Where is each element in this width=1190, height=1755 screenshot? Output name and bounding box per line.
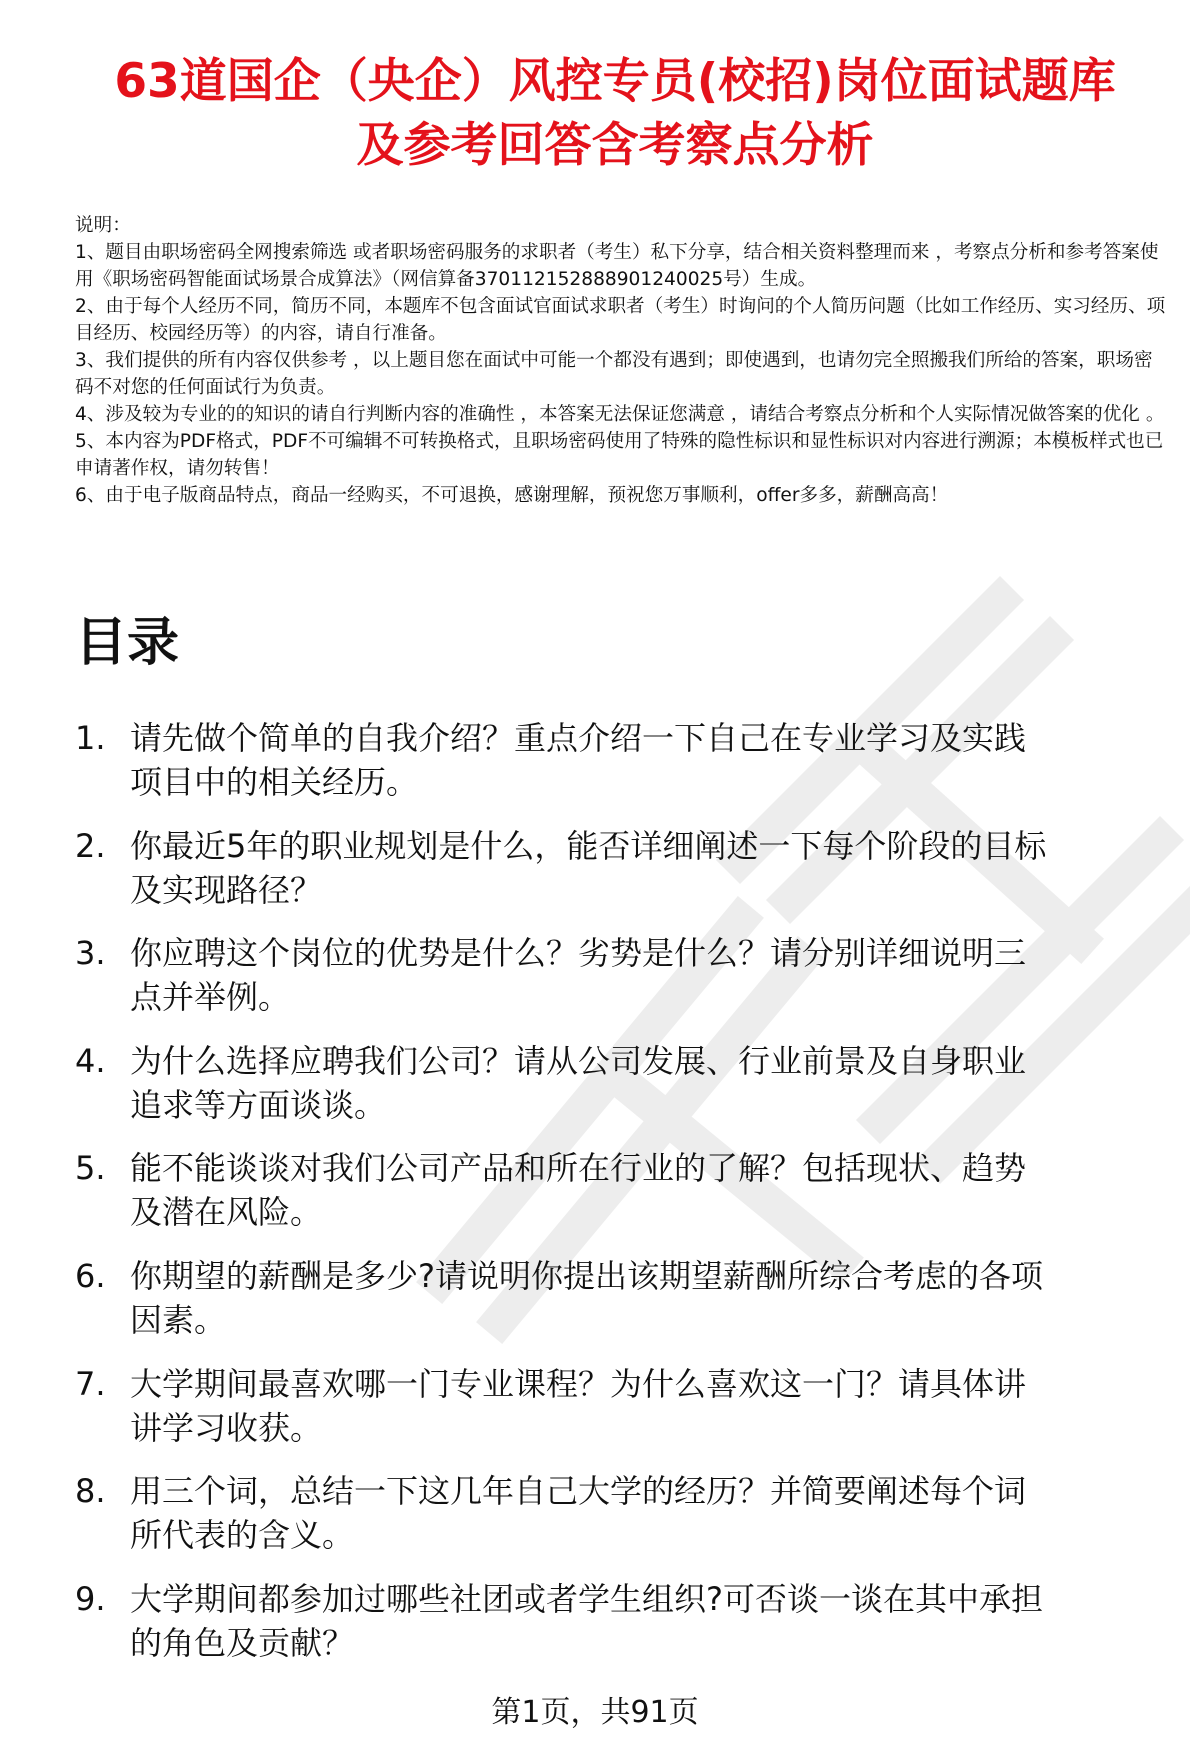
instruction-item: 6、由于电子版商品特点，商品一经购买，不可退换，感谢理解，预祝您万事顺利，offer多多，薪酬高高！ — [75, 485, 949, 506]
toc-item-text: 追求等方面谈谈。 — [130, 1085, 387, 1124]
toc-item-text: 用三个词，总结一下这几年自己大学的经历？并简要阐述每个词 — [130, 1472, 1027, 1511]
toc-item-text: 能不能谈谈对我们公司产品和所在行业的了解？包括现状、趋势 — [130, 1149, 1027, 1188]
toc-item-text: 所代表的含义。 — [130, 1516, 355, 1555]
toc-item[interactable] — [75, 1577, 1175, 1665]
toc-item-number: 7. — [75, 1364, 106, 1403]
toc-item[interactable] — [75, 1469, 1175, 1557]
page-number: 第1页，共91页 — [491, 1695, 699, 1730]
toc-item-number: 2. — [75, 826, 106, 865]
toc-item[interactable] — [75, 716, 1175, 804]
toc-item-text: 因素。 — [130, 1300, 227, 1339]
toc-list — [75, 716, 1175, 1684]
toc-item-text: 你最近5年的职业规划是什么，能否详细阐述一下每个阶段的目标 — [130, 826, 1047, 865]
toc-item-number: 4. — [75, 1041, 106, 1080]
toc-item-number: 5. — [75, 1149, 106, 1188]
toc-heading: 目录 — [75, 613, 180, 673]
toc-item-text: 你期望的薪酬是多少?请说明你提出该期望薪酬所综合考虑的各项 — [130, 1256, 1043, 1295]
toc-item-number: 8. — [75, 1472, 106, 1511]
toc-item-text: 你应聘这个岗位的优势是什么？劣势是什么？请分别详细说明三 — [130, 934, 1027, 973]
toc-item-text: 大学期间最喜欢哪一门专业课程？为什么喜欢这一门？请具体讲 — [130, 1364, 1027, 1403]
toc-item-number: 3. — [75, 934, 106, 973]
toc-item[interactable] — [75, 1146, 1175, 1234]
toc-item-text: 的角色及贡献？ — [130, 1623, 355, 1662]
document-title — [60, 50, 1170, 178]
instruction-item: 4、涉及较为专业的的知识的请自行判断内容的准确性 ，本答案无法保证您满意 ，请结合考察点分析和个人实际情况做答案的优化 。 — [75, 404, 1165, 425]
toc-item-text: 请先做个简单的自我介绍？重点介绍一下自己在专业学习及实践 — [130, 719, 1027, 757]
toc-item-text: 及潜在风险。 — [130, 1193, 323, 1232]
toc-item-text: 讲学习收获。 — [130, 1408, 323, 1447]
toc-item-number: 6. — [75, 1256, 106, 1295]
toc-item[interactable] — [75, 824, 1175, 912]
toc-item[interactable] — [75, 1254, 1175, 1342]
toc-item-text: 及实现路径？ — [130, 870, 323, 909]
toc-item-number: 9. — [75, 1579, 106, 1618]
instruction-item: 3、我们提供的所有内容仅供参考 ，以上题目您在面试中可能一个都没有遇到；即使遇到，也请勿完全照搬我们所给的答案，职场密码不对您的任何面试行为负责。 — [75, 350, 1153, 398]
instruction-item: 5、本内容为PDF格式，PDF不可编辑不可转换格式，且职场密码使用了特殊的隐性标识和显性标识对内容进行溯源；本模板样式也已申请著作权，请勿转售！ — [75, 431, 1164, 479]
toc-item-text: 大学期间都参加过哪些社团或者学生组织?可否谈一谈在其中承担 — [130, 1579, 1043, 1618]
toc-item-number: 1. — [75, 719, 106, 757]
instruction-item: 1、题目由职场密码全网搜索筛选 或者职场密码服务的求职者（考生）私下分享，结合相关资料整理而来 ，考察点分析和参考答案使用《职场密码智能面试场景合成算法》（网信算备370112152888901240025号）生成。 — [75, 242, 1159, 290]
toc-item-text: 为什么选择应聘我们公司？请从公司发展、行业前景及自身职业 — [130, 1041, 1027, 1080]
toc-item-text: 点并举例。 — [130, 978, 291, 1017]
toc-item[interactable] — [75, 1039, 1175, 1127]
title-line-2: 及参考回答含考察点分析 — [356, 118, 874, 173]
instruction-item: 2、由于每个人经历不同，简历不同，本题库不包含面试官面试求职者（考生）时询问的个人简历问题（比如工作经历、实习经历、项目经历、校园经历等）的内容，请自行准备。 — [75, 296, 1166, 344]
toc-item-text: 项目中的相关经历。 — [130, 763, 419, 801]
title-line-1: 63道国企（央企）风控专员(校招)岗位面试题库 — [114, 54, 1116, 109]
toc-item[interactable] — [75, 931, 1175, 1019]
instructions-label: 说明： — [75, 215, 131, 236]
toc-item[interactable] — [75, 1362, 1175, 1450]
instructions-block — [75, 212, 1167, 509]
